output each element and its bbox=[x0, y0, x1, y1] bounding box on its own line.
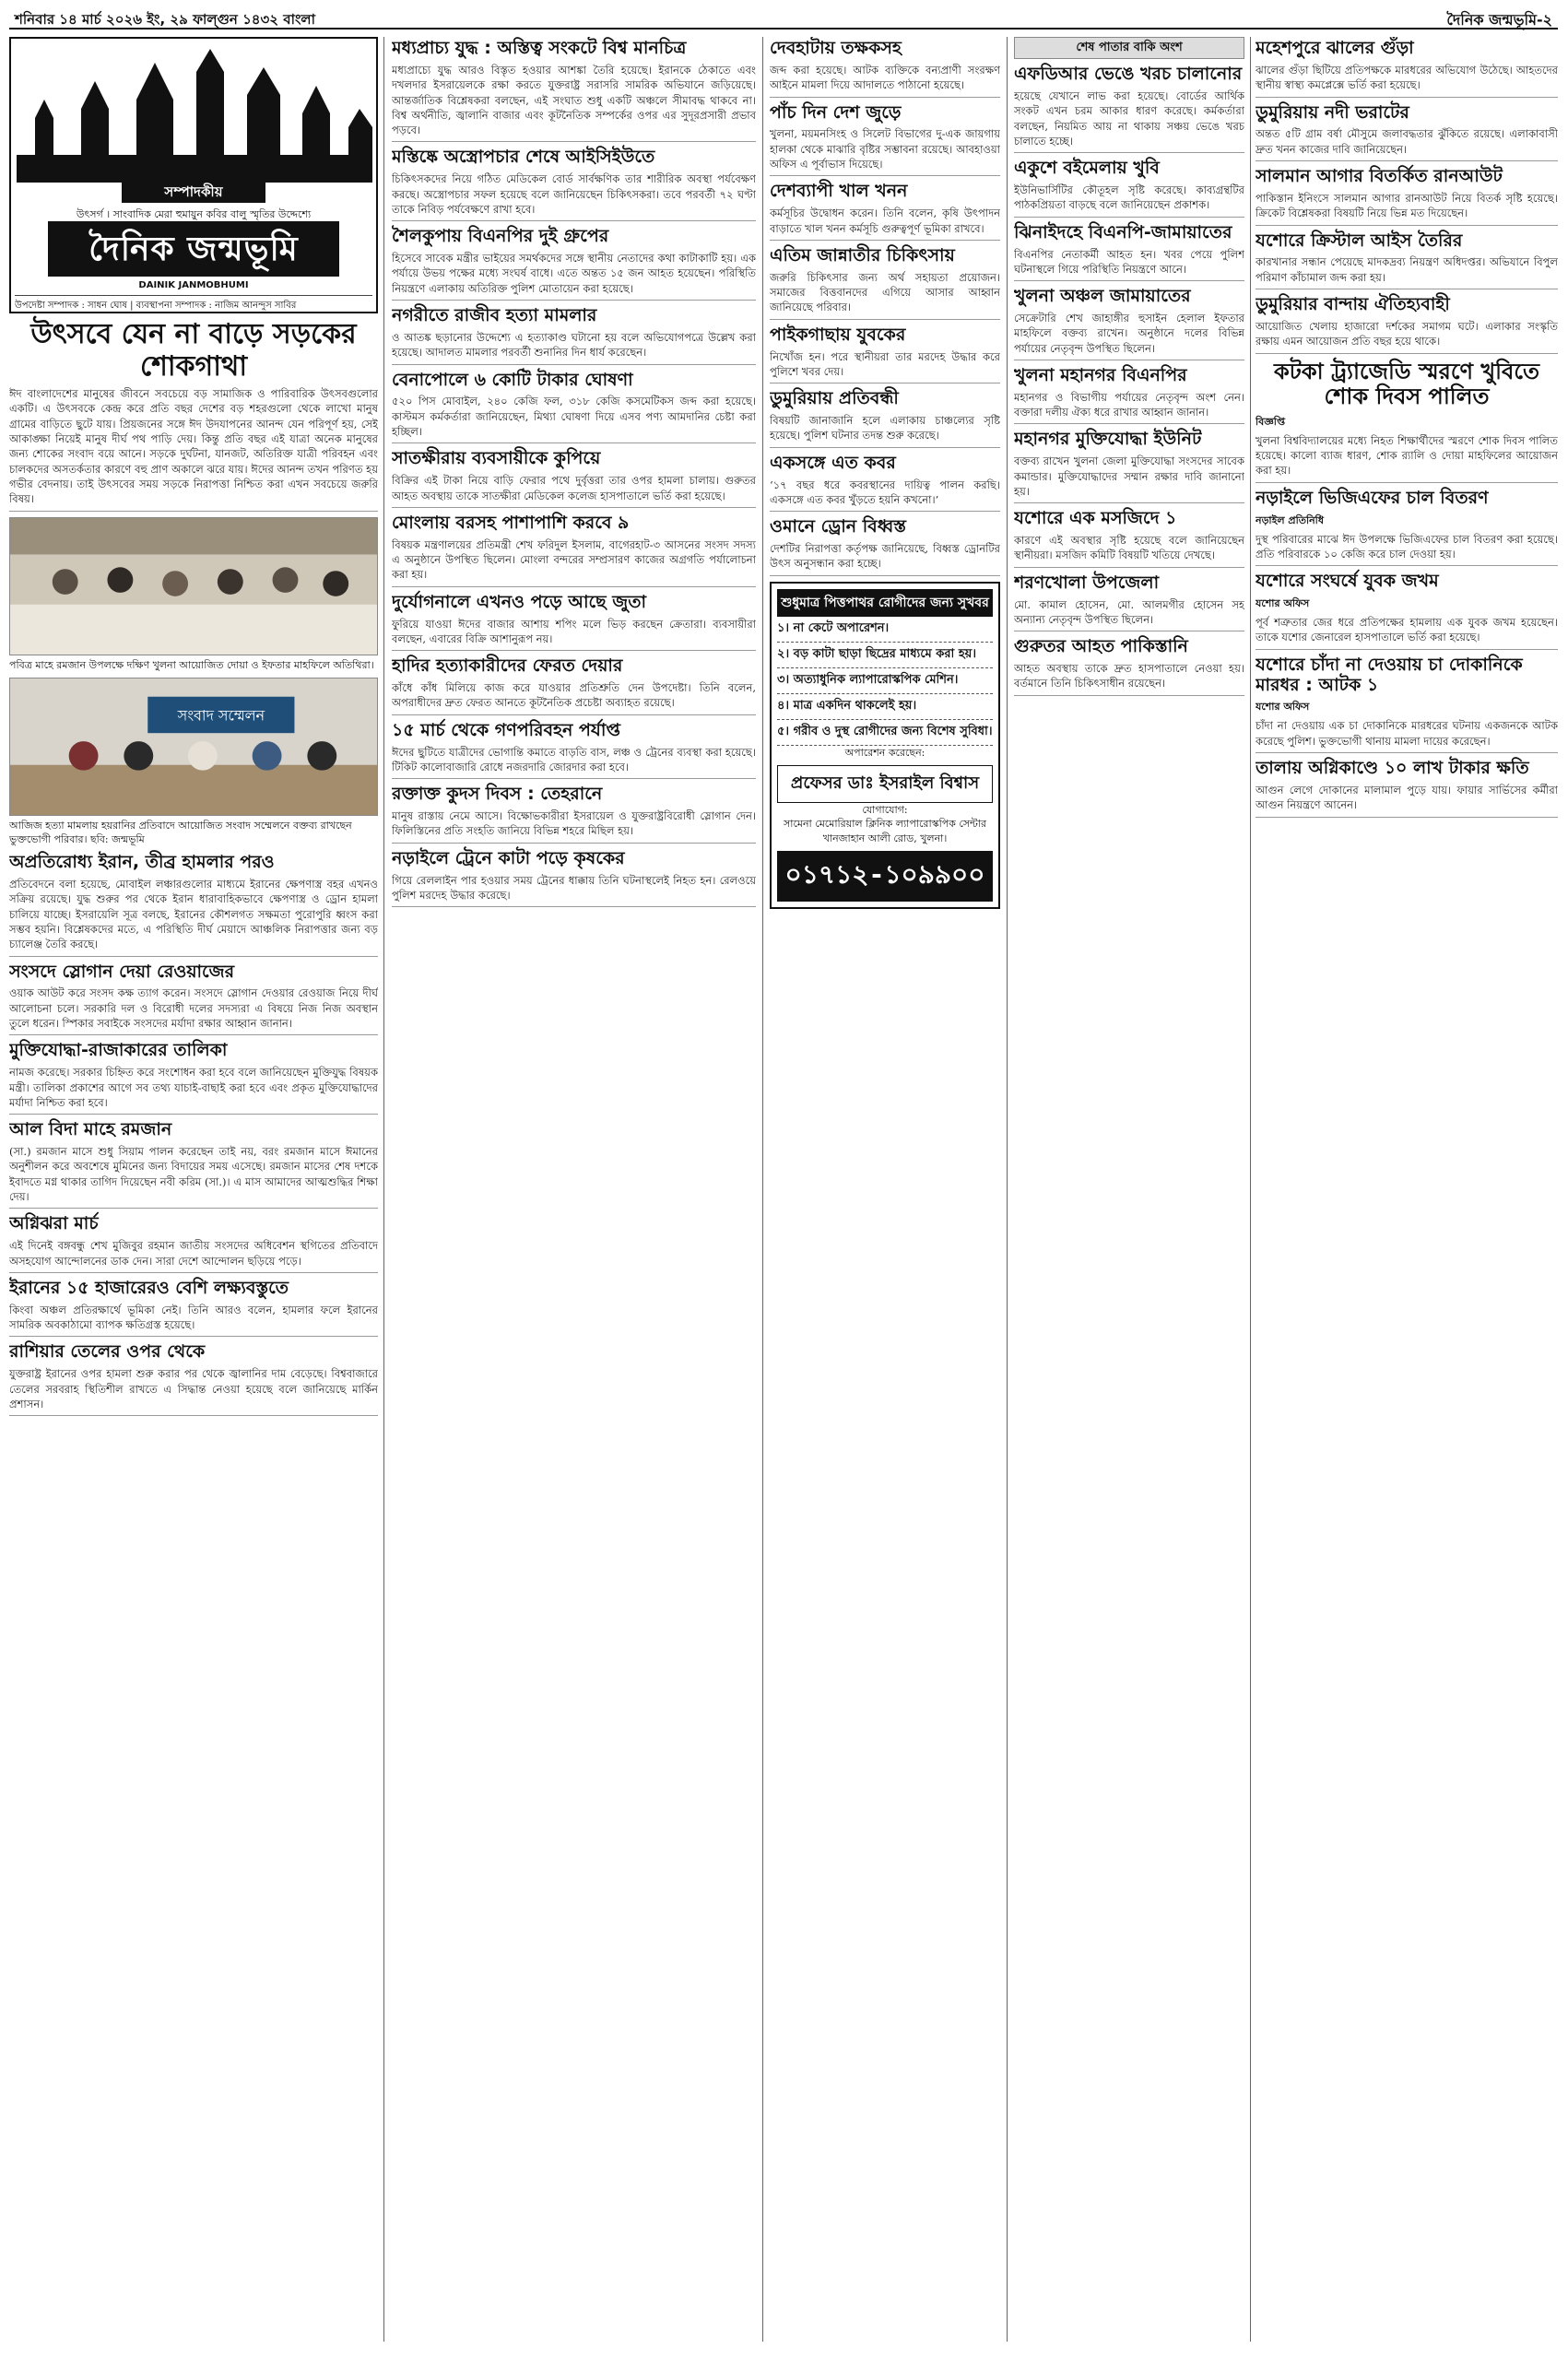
issue-date: শনিবার ১৪ মার্চ ২০২৬ ইং, ২৯ ফাল্গুন ১৪৩২ বাংলা bbox=[15, 11, 315, 28]
article bbox=[392, 449, 756, 508]
article-byline: বিজ্ঞপ্তি bbox=[1256, 415, 1285, 428]
article-body: কারণে এই অবস্থার সৃষ্টি হয়েছে বলে জানিয়েছেন স্থানীয়রা। মসজিদ কমিটি বিষয়টি খতিয়ে দেখছে। bbox=[1014, 534, 1244, 562]
ad-feature-list bbox=[777, 617, 993, 746]
article-body: জব্দ করা হয়েছে। আটক ব্যক্তিকে বন্যপ্রাণী সংরক্ষণ আইনে মামলা দিয়ে আদালতে পাঠানো হয়েছে। bbox=[770, 63, 1000, 92]
article-headline: অপ্রতিরোধ্য ইরান, তীব্র হামলার পরও bbox=[9, 852, 275, 873]
ad-contact-label: যোগাযোগ: bbox=[862, 804, 908, 817]
article-editorial bbox=[9, 319, 378, 512]
article bbox=[770, 246, 1000, 320]
editorial-masthead bbox=[9, 37, 378, 313]
article-headline: অগ্নিঝরা মার্চ bbox=[9, 1213, 99, 1234]
article-body: কিংবা অঞ্চল প্রতিরক্ষার্থে ভূমিকা নেই। তিনি আরও বলেন, হামলার ফলে ইরানের সামরিক অবকাঠামো ব্যাপক ক্ষতিগ্রস্ত হয়েছে। bbox=[9, 1303, 378, 1332]
article bbox=[9, 1279, 378, 1338]
article-headline: রাশিয়ার তেলের ওপর থেকে bbox=[9, 1341, 206, 1363]
article-headline: যশোরে চাঁদা না দেওয়ায় চা দোকানিকে মারধর : আটক ১ bbox=[1256, 654, 1523, 695]
article-body: মানুষ রাস্তায় নেমে আসে। বিক্ষোভকারীরা ইসরায়েল ও যুক্তরাষ্ট্রবিরোধী স্লোগান দেন। ফিলিস্তিনের প্রতি সংহতি জানিয়ে বিভিন্ন শহরে মিছিল হয়। bbox=[392, 809, 756, 838]
article-body: ‘১৭ বছর ধরে কবরস্থানের দায়িত্ব পালন করছি। একসঙ্গে এত কবর খুঁড়তে হয়নি কখনো।’ bbox=[770, 478, 1000, 506]
article bbox=[1014, 366, 1244, 425]
article-body: মধ্যপ্রাচ্যে যুদ্ধ আরও বিস্তৃত হওয়ার আশঙ্কা তৈরি হয়েছে। ইরানকে ঠেকাতে এবং দখলদার ইসরায়েলকে রক্ষা করতে যুক্তরাষ্ট্র সরাসরি সামরিক অভিযানে জড়িয়েছে। আন্তর্জাতিক বিশ্লেষকরা বলছেন, এই সংঘাত শুধু একটি অঞ্চলে সীমাবদ্ধ থাকবে না। বিশ্ব অর্থনীতি, জ্বালানি বাজার এবং কূটনৈতিক সম্পর্কের ওপর এর সুদূরপ্রসারী প্রভাব পড়বে। bbox=[392, 63, 756, 137]
article bbox=[1256, 360, 1558, 483]
article-body: আগুন লেগে দোকানের মালামাল পুড়ে যায়। ফায়ার সার্ভিসের কর্মীরা আগুন নিয়ন্ত্রণে আনেন। bbox=[1256, 783, 1558, 812]
article-body: দেশটির নিরাপত্তা কর্তৃপক্ষ জানিয়েছে, বিধ্বস্ত ড্রোনটির উৎস অনুসন্ধান করা হচ্ছে। bbox=[770, 542, 1000, 571]
article-body: হয়েছে যেখানে লাভ করা হয়েছে। বোর্ডের আর্থিক সংকট এখন চরম আকার ধারণ করেছে। কর্মকর্তারা বলছেন, নিয়মিত আয় না থাকায় সঞ্চয় ভেঙে খরচ চালাতে হচ্ছে। bbox=[1014, 88, 1244, 148]
staff-line: উপদেষ্টা সম্পাদক : সাধন ঘোষ | ব্যবস্থাপনা সম্পাদক : নাজিম আনন্দুস সাবির bbox=[15, 295, 372, 314]
article bbox=[1256, 655, 1558, 753]
article bbox=[1256, 103, 1558, 162]
article-headline: শরণখোলা উপজেলা bbox=[1014, 572, 1160, 593]
article-headline: হাদির হত্যাকারীদের ফেরত দেয়ার bbox=[392, 655, 623, 677]
article bbox=[9, 1342, 378, 1416]
article-body: পাকিস্তান ইনিংসে সালমান আগার রানআউট নিয়ে বিতর্ক সৃষ্টি হয়েছে। ক্রিকেট বিশ্লেষকরা বিষয়টি নিয়ে ভিন্ন মত দিয়েছেন। bbox=[1256, 191, 1558, 220]
article-headline: সালমান আগার বিতর্কিত রানআউট bbox=[1256, 166, 1503, 186]
article-headline: নগরীতে রাজীব হত্যা মামলার bbox=[392, 305, 597, 326]
article bbox=[1256, 295, 1558, 354]
article-headline: দেবহাটায় তক্ষকসহ bbox=[770, 38, 902, 58]
article bbox=[1014, 223, 1244, 282]
temple-silhouette-icon bbox=[17, 44, 372, 183]
article-headline: মস্তিষ্কে অস্ত্রোপচার শেষে আইসিইউতে bbox=[392, 147, 655, 168]
photo-caption: আজিজ হত্যা মামলায় হয়রানির প্রতিবাদে আয়োজিত সংবাদ সম্মেলনে বক্তব্য রাখছেন ভুক্তভোগী পরিবার। ছবি: জন্মভূমি bbox=[9, 820, 352, 846]
article-headline: ইরানের ১৫ হাজারেরও বেশি লক্ষ্যবস্তুতে bbox=[9, 1277, 289, 1298]
article-headline: এফডিআর ভেঙে খরচ চালানোর bbox=[1014, 64, 1243, 84]
article bbox=[392, 849, 756, 908]
article bbox=[9, 1120, 378, 1209]
article bbox=[1256, 231, 1558, 290]
news-photo bbox=[9, 517, 378, 655]
article-headline: দেশব্যাপী খাল খনন bbox=[770, 181, 908, 202]
article-headline: রক্তাক্ত কুদস দিবস : তেহরানে bbox=[392, 784, 603, 805]
article-body: আয়োজিত খেলায় হাজারো দর্শকের সমাগম ঘটে। এলাকার সংস্কৃতি রক্ষায় এমন আয়োজন প্রতি বছর হয়ে থাকে। bbox=[1256, 319, 1558, 348]
article-body: হিসেবে সাবেক মন্ত্রীর ভাইয়ের সমর্থকদের সঙ্গে স্থানীয় নেতাদের কথা কাটাকাটি হয়। এক পর্যায়ে উভয় পক্ষের মধ্যে সংঘর্ষ বাধে। এতে অন্তত ১৫ জন আহত হয়েছেন। পরিস্থিতি নিয়ন্ত্রণে এলাকায় অতিরিক্ত পুলিশ মোতায়েন করা হয়েছে। bbox=[392, 252, 756, 295]
article-body: ওয়াক আউট করে সংসদ কক্ষ ত্যাগ করেন। সংসদে স্লোগান দেওয়ার রেওয়াজ নিয়ে দীর্ঘ আলোচনা চলে। সরকারি দল ও বিরোধী দলের সদস্যরা এ বিষয়ে নিজ নিজ অবস্থান তুলে ধরেন। স্পিকার সবাইকে সংসদের মর্যাদা রক্ষার আহ্বান জানান। bbox=[9, 986, 378, 1031]
clinic-advertisement bbox=[770, 582, 1000, 910]
column-rule bbox=[383, 37, 384, 2342]
article-headline: যশোরে এক মসজিদে ১ bbox=[1014, 508, 1177, 529]
article-body: ৫২০ পিস মোবাইল, ২৪০ কেজি ফল, ৩১৮ কেজি কসমেটিকস জব্দ করা হয়েছে। কাস্টমস কর্মকর্তারা জানিয়েছেন, মিথ্যা ঘোষণা দিয়ে এসব পণ্য আমদানির চেষ্টা করা হচ্ছিল। bbox=[392, 395, 756, 439]
article bbox=[1014, 65, 1244, 153]
article-headline: পাঁচ দিন দেশ জুড়ে bbox=[770, 101, 902, 123]
article-headline: মহেশপুরে ঝালের গুঁড়া bbox=[1256, 38, 1414, 58]
article bbox=[1014, 573, 1244, 632]
editorial-banner: সম্পাদকীয় bbox=[122, 181, 265, 203]
article bbox=[9, 1041, 378, 1115]
article-headline: ডুমুরিয়ায় নদী ভরাটের bbox=[1256, 101, 1409, 123]
article-body: ঝালের গুঁড়া ছিটিয়ে প্রতিপক্ষকে মারধরের অভিযোগ উঠেছে। আহতদের স্থানীয় স্বাস্থ্য কমপ্লেক্সে ভর্তি করা হয়েছে। bbox=[1256, 63, 1558, 92]
article-body: জরুরি চিকিৎসার জন্য অর্থ সহায়তা প্রয়োজন। সমাজের বিত্তবানদের এগিয়ে আসার আহ্বান জানিয়েছে পরিবার। bbox=[770, 270, 1000, 314]
article-headline: সাতক্ষীরায় ব্যবসায়ীকে কুপিয়ে bbox=[392, 448, 601, 469]
article-headline: উৎসবে যেন না বাড়ে সড়কের শোকগাথা bbox=[30, 318, 357, 383]
article-body: বক্তব্য রাখেন খুলনা জেলা মুক্তিযোদ্ধা সংসদের সাবেক কমান্ডার। মুক্তিযোদ্ধাদের সম্মান রক্ষার দাবি জানানো হয়। bbox=[1014, 454, 1244, 498]
press-conference-photo-icon bbox=[10, 678, 377, 815]
article-body: বিষয়টি জানাজানি হলে এলাকায় চাঞ্চল্যের সৃষ্টি হয়েছে। পুলিশ ঘটনার তদন্ত শুরু করেছে। bbox=[770, 414, 1000, 442]
article-headline: গুরুতর আহত পাকিস্তানি bbox=[1014, 636, 1188, 657]
article-body: (সা.) রমজান মাসে শুধু সিয়াম পালন করেছেন তাই নয়, বরং রমজান মাসে ঈমানের অনুশীলন করে অবশেষে মুমিনের জন্য বিদায়ের সময় এসেছে। রমজান মাসের শেষ দশকে ইবাদতে মগ্ন থাকার তাগিদ দিয়েছেন নবী করিম (সা.)। এ মাস আমাদের আত্মশুদ্ধির শিক্ষা দেয়। bbox=[9, 1145, 378, 1204]
article-headline: একুশে বইমেলায় খুবি bbox=[1014, 158, 1160, 179]
article-body: ফুরিয়ে যাওয়া ঈদের বাজার আশায় শপিং মলে ভিড় করছেন ক্রেতারা। ব্যবসায়ীরা বলছেন, এবারের বিক্রি আশানুরূপ নয়। bbox=[392, 617, 756, 645]
article bbox=[392, 148, 756, 221]
article bbox=[392, 39, 756, 142]
article-headline: নড়াইলে ভিজিএফের চাল বিতরণ bbox=[1256, 487, 1489, 508]
article-headline: শৈলকুপায় বিএনপির দুই গ্রুপের bbox=[392, 226, 609, 247]
article bbox=[1014, 637, 1244, 696]
page-header bbox=[9, 6, 1558, 30]
article-headline: এতিম জান্নাতীর চিকিৎসায় bbox=[770, 244, 955, 266]
article-headline: কটকা ট্র্যাজেডি স্মরণে খুবিতে শোক দিবস পালিত bbox=[1273, 358, 1540, 410]
article-headline: পাইকগাছায় যুবকের bbox=[770, 324, 906, 345]
article-headline: আল বিদা মাহে রমজান bbox=[9, 1119, 172, 1140]
ad-feature-item: ২। বড় কাটা ছাড়া ছিদ্রের মাধ্যমে করা হয়। bbox=[777, 643, 993, 668]
article-headline: ডুমুরিয়ার বান্দায় ঐতিহ্যবাহী bbox=[1256, 294, 1450, 314]
ad-address: খানজাহান আলী রোড, খুলনা। bbox=[822, 832, 948, 844]
article-body: সেক্রেটারি শেখ জাহাঙ্গীর হুসাইন হেলাল ইফতার মাহফিলে বক্তব্য রাখেন। অনুষ্ঠানে দলের বিভিন্ন পর্যায়ের নেতৃবৃন্দ উপস্থিত ছিলেন। bbox=[1014, 312, 1244, 355]
ad-feature-item: ৫। গরীব ও দুস্থ রোগীদের জন্য বিশেষ সুবিধা। bbox=[777, 720, 993, 746]
article-body: চাঁদা না দেওয়ায় এক চা দোকানিকে মারধরের ঘটনায় একজনকে আটক করেছে পুলিশ। ভুক্তভোগী থানায় মামলা দায়ের করেছেন। bbox=[1256, 719, 1558, 748]
article bbox=[1014, 430, 1244, 503]
article-body: মো. কামাল হোসেন, মো. আলমগীর হোসেন সহ অন্যান্য নেতৃবৃন্দ উপস্থিত ছিলেন। bbox=[1014, 597, 1244, 626]
article-headline: বেনাপোলে ৬ কোটি টাকার ঘোষণা bbox=[392, 369, 633, 390]
column-2 bbox=[392, 37, 756, 2342]
column-rule bbox=[762, 37, 763, 2342]
dedication-line: উৎসর্গ । সাংবাদিক মেরা হুমায়ুন কবির বালু স্মৃতির উদ্দেশ্যে bbox=[76, 208, 312, 220]
article bbox=[392, 593, 756, 652]
article bbox=[392, 306, 756, 365]
article bbox=[1014, 509, 1244, 568]
article-body: অন্তত ৫টি গ্রাম বর্ষা মৌসুমে জলাবদ্ধতার ঝুঁকিতে রয়েছে। এলাকাবাসী দ্রুত খনন কাজের দাবি জানিয়েছেন। bbox=[1256, 127, 1558, 156]
article-byline: যশোর অফিস bbox=[1256, 597, 1310, 610]
temple-silhouette-icon bbox=[17, 44, 372, 183]
photo-caption: পবিত্র মাহে রমজান উপলক্ষে দক্ষিণ খুলনা আয়োজিত দোয়া ও ইফতার মাহফিলে অতিথিরা। bbox=[9, 658, 374, 671]
article bbox=[1256, 167, 1558, 226]
article bbox=[392, 513, 756, 587]
article-body: বিষয়ক মন্ত্রণালয়ের প্রতিমন্ত্রী শেখ ফরিদুল ইসলাম, বাগেরহাট-৩ আসনের সংসদ সদস্য এ অনুষ্ঠানে উপস্থিত ছিলেন। মোংলা বন্দরের সম্প্রসারণ কাজের অগ্রগতি পর্যালোচনা করা হয়। bbox=[392, 537, 756, 582]
article bbox=[392, 656, 756, 715]
article bbox=[1256, 759, 1558, 818]
article-headline: নড়াইলে ট্রেনে কাটা পড়ে কৃষকের bbox=[392, 847, 625, 868]
section-header: শেষ পাতার বাকি অংশ bbox=[1014, 37, 1244, 59]
article bbox=[770, 325, 1000, 384]
article-body: ঈদ বাংলাদেশের মানুষের জীবনে সবচেয়ে বড় সামাজিক ও পারিবারিক উৎসবগুলোর একটি। এ উৎসবকে কেন্দ্র করে প্রতি বছর দেশের বড় শহরগুলো থেকে লাখো মানুষ গ্রামের বাড়িতে ছুটে যায়। প্রিয়জনের সঙ্গে ঈদ উদযাপনের আনন্দ যেন পরিপূর্ণ হয়, সেই আকাঙ্ক্ষা নিয়েই মানুষ দীর্ঘ পথ পাড়ি দেয়। কিন্তু প্রতি বছর এই যাত্রা অনেক মানুষের জন্য শোকের সংবাদ বয়ে আনে। সড়কে দুর্ঘটনা, যানজট, অতিরিক্ত যাত্রী পরিবহন এবং চালকদের অসতর্কতার কারণে বহু প্রাণ অকালে ঝরে যায়। ঈদের আনন্দ তখন পরিণত হয় গভীর বেদনায়। তাই উৎসবের সময় সড়কে নিরাপত্তা নিশ্চিত করা এখন সবচেয়ে জরুরি বিষয়। bbox=[9, 387, 378, 506]
article-body: কারখানার সন্ধান পেয়েছে মাদকদ্রব্য নিয়ন্ত্রণ অধিদপ্তর। অভিযানে বিপুল পরিমাণ কাঁচামাল জব্দ করা হয়। bbox=[1256, 255, 1558, 284]
article bbox=[770, 39, 1000, 98]
column-3 bbox=[770, 37, 1000, 2342]
article-headline: ডুমুরিয়ায় প্রতিবন্ধী bbox=[770, 388, 899, 409]
article-headline: সংসদে স্লোগান দেয়া রেওয়াজের bbox=[9, 961, 235, 982]
article bbox=[9, 853, 378, 956]
article-body: মহানগর ও বিভাগীয় পর্যায়ের নেতৃবৃন্দ অংশ নেন। বক্তারা দলীয় ঐক্য ধরে রাখার আহ্বান জানান। bbox=[1014, 390, 1244, 419]
article-headline: দুর্যোগনালে এখনও পড়ে আছে জুতা bbox=[392, 591, 647, 612]
column-4 bbox=[1014, 37, 1244, 2342]
article-body: বিএনপির নেতাকর্মী আহত হন। খবর পেয়ে পুলিশ ঘটনাস্থলে গিয়ে পরিস্থিতি নিয়ন্ত্রণে আনে। bbox=[1014, 247, 1244, 276]
article bbox=[1256, 572, 1558, 650]
ad-feature-item: ৪। মাত্র একদিন থাকলেই হয়। bbox=[777, 694, 993, 720]
newspaper-logo-english: DAINIK JANMOBHUMI bbox=[138, 280, 249, 290]
ad-title: শুধুমাত্র পিত্তপাথর রোগীদের জন্য সুখবর bbox=[777, 589, 993, 617]
article-headline: যশোরে সংঘর্ষে যুবক জখম bbox=[1256, 571, 1439, 592]
article bbox=[1014, 159, 1244, 218]
article bbox=[770, 182, 1000, 241]
column-1 bbox=[9, 37, 378, 2342]
article bbox=[392, 721, 756, 780]
article-headline: একসঙ্গে এত কবর bbox=[770, 452, 896, 473]
article-body: আহত অবস্থায় তাকে দ্রুত হাসপাতালে নেওয়া হয়। বর্তমানে তিনি চিকিৎসাধীন রয়েছেন। bbox=[1014, 662, 1244, 690]
newspaper-logo: দৈনিক জন্মভূমি bbox=[48, 221, 339, 277]
page-label: দৈনিক জন্মভূমি-২ bbox=[1446, 11, 1552, 29]
article-headline: যশোরে ক্রিস্টাল আইস তৈরির bbox=[1256, 230, 1463, 251]
ad-clinic-name: সামেনা মেমোরিয়াল ক্লিনিক ল্যাপারোস্কপিক সেন্টার bbox=[784, 818, 986, 831]
article-headline: মহানগর মুক্তিযোদ্ধা ইউনিট bbox=[1014, 429, 1202, 450]
article bbox=[392, 371, 756, 444]
column-rule bbox=[1250, 37, 1251, 2342]
ad-phone-number: ০১৭১২-১০৯৯০০ bbox=[777, 851, 993, 902]
newspaper-page bbox=[9, 6, 1558, 2347]
article-headline: তালায় অগ্নিকাণ্ডে ১০ লাখ টাকার ক্ষতি bbox=[1256, 758, 1529, 779]
article-headline: খুলনা অঞ্চল জামায়াতের bbox=[1014, 286, 1191, 307]
article-body: ইউনিভার্সিটির কৌতূহল সৃষ্টি করেছে। কাব্যগ্রন্থটির পাঠকপ্রিয়তা বাড়ছে বলে জানিয়েছেন প্রকাশক। bbox=[1014, 183, 1244, 212]
article-body: কর্মসূচির উদ্বোধন করেন। তিনি বলেন, কৃষি উৎপাদন বাড়াতে খাল খনন কর্মসূচি গুরুত্বপূর্ণ ভূমিকা রাখবে। bbox=[770, 206, 1000, 235]
article-headline: ১৫ মার্চ থেকে গণপরিবহন পর্যাপ্ত bbox=[392, 719, 620, 740]
article-headline: ঝিনাইদহে বিএনপি-জামায়াতের bbox=[1014, 221, 1232, 242]
ad-feature-item: ৩। অত্যাধুনিক ল্যাপারোস্কপিক মেশিন। bbox=[777, 668, 993, 694]
article bbox=[9, 962, 378, 1036]
ad-doctor-name: প্রফেসর ডাঃ ইসরাইল বিশ্বাস bbox=[777, 765, 993, 803]
article bbox=[392, 785, 756, 844]
article-body: বিক্রির এই টাকা নিয়ে বাড়ি ফেরার পথে দুর্বৃত্তরা তার ওপর হামলা চালায়। গুরুতর আহত অবস্থায় তাকে সাতক্ষীরা মেডিকেল কলেজ হাসপাতালে ভর্তি করা হয়েছে। bbox=[392, 474, 756, 502]
article-body: খুলনা, ময়মনসিংহ ও সিলেট বিভাগের দু-এক জায়গায় হালকা থেকে মাঝারি বৃষ্টির সম্ভাবনা রয়েছে। আবহাওয়া অফিস এ পূর্বাভাস দিয়েছে। bbox=[770, 127, 1000, 171]
article-body: পূর্ব শত্রুতার জের ধরে প্রতিপক্ষের হামলায় এক যুবক জখম হয়েছেন। তাকে যশোর জেনারেল হাসপাতালে ভর্তি করা হয়েছে। bbox=[1256, 616, 1558, 644]
article bbox=[770, 389, 1000, 448]
article-body: গিয়ে রেললাইন পার হওয়ার সময় ট্রেনের ধাক্কায় তিনি ঘটনাস্থলেই নিহত হন। রেলওয়ে পুলিশ মরদেহ উদ্ধার করেছে। bbox=[392, 873, 756, 902]
article-body: ও আতঙ্ক ছড়ানোর উদ্দেশ্যে এ হত্যাকাণ্ড ঘটানো হয় বলে অভিযোগপত্রে উল্লেখ করা হয়েছে। আদালত মামলার পরবর্তী শুনানির দিন ধার্য করেছেন। bbox=[392, 330, 756, 360]
article bbox=[770, 517, 1000, 576]
article-body: প্রতিবেদনে বলা হয়েছে, মোবাইল লঞ্চারগুলোর মাধ্যমে ইরানের ক্ষেপণাস্ত্র বহর এখনও সক্রিয় রয়েছে। যুদ্ধ শুরুর পর থেকে ইরান ধারাবাহিকভাবে ক্ষেপণাস্ত্র ও ড্রোন হামলা চালিয়ে যাচ্ছে। ইসরায়েলি সূত্র বলছে, ইরানের কৌশলগত সক্ষমতা পুরোপুরি ধ্বংস করা সম্ভব হয়নি। বিশ্লেষকদের মতে, এ পরিস্থিতি দীর্ঘ মেয়াদে আঞ্চলিক নিরাপত্তার জন্য বড় চ্যালেঞ্জ তৈরি করছে। bbox=[9, 878, 378, 951]
article-headline: খুলনা মহানগর বিএনপির bbox=[1014, 364, 1187, 385]
press-conference-banner-text: সংবাদ সম্মেলন bbox=[177, 706, 265, 725]
ad-surgeon-label: অপারেশন করেছেন: bbox=[844, 746, 925, 759]
article-body: চিকিৎসকদের নিয়ে গঠিত মেডিকেল বোর্ড সার্বক্ষণিক তার শারীরিক অবস্থা পর্যবেক্ষণ করছে। অস্ত্রোপচার সফল হয়েছে বলে জানিয়েছেন চিকিৎসকরা। তবে পরবর্তী ৭২ ঘণ্টা তাকে নিবিড় পর্যবেক্ষণে রাখা হবে। bbox=[392, 172, 756, 216]
iftar-photo-icon bbox=[10, 518, 377, 655]
article bbox=[1014, 287, 1244, 360]
ad-feature-item: ১। না কেটে অপারেশন। bbox=[777, 617, 993, 643]
column-rule bbox=[1007, 37, 1008, 2342]
article-byline: নড়াইল প্রতিনিধি bbox=[1256, 513, 1324, 526]
article-headline: মধ্যপ্রাচ্য যুদ্ধ : অস্তিত্ব সংকটে বিশ্ব মানচিত্র bbox=[392, 38, 687, 58]
article-body: নামজ করেছে। সরকার চিহ্নিত করে সংশোধন করা হবে বলে জানিয়েছেন মুক্তিযুদ্ধ বিষয়ক মন্ত্রী। তালিকা প্রকাশের আগে সব তথ্য যাচাই-বাছাই করা হবে এবং প্রকৃত মুক্তিযোদ্ধাদের মর্যাদা নিশ্চিত করা হবে। bbox=[9, 1066, 378, 1109]
article-headline: ওমানে ড্রোন বিধ্বস্ত bbox=[770, 516, 906, 537]
article bbox=[392, 227, 756, 301]
article-body: যুক্তরাষ্ট্র ইরানের ওপর হামলা শুরু করার পর থেকে জ্বালানির দাম বেড়েছে। বিশ্ববাজারে তেলের সরবরাহ স্থিতিশীল রাখতে এ সিদ্ধান্ত নেওয়া হয়েছে বলে জানিয়েছে মার্কিন প্রশাসন। bbox=[9, 1367, 378, 1410]
article-body: এই দিনেই বঙ্গবন্ধু শেখ মুজিবুর রহমান জাতীয় সংসদের অধিবেশন স্থগিতের প্রতিবাদে অসহযোগ আন্দোলনের ডাক দেন। সারা দেশে আন্দোলন ছড়িয়ে পড়ে। bbox=[9, 1239, 378, 1268]
article bbox=[770, 454, 1000, 513]
article-body: ঈদের ছুটিতে যাত্রীদের ভোগান্তি কমাতে বাড়তি বাস, লঞ্চ ও ট্রেনের ব্যবস্থা করা হয়েছে। টিকিট কালোবাজারি রোধে নজরদারি জোরদার করা হবে। bbox=[392, 745, 756, 773]
article-headline: মোংলায় বরসহ পাশাপাশি করবে ৯ bbox=[392, 512, 630, 533]
article-body: খুলনা বিশ্ববিদ্যালয়ের মধ্যে নিহত শিক্ষার্থীদের স্মরণে শোক দিবস পালিত হয়েছে। কালো ব্যাজ ধারণ, শোক র‍্যালি ও দোয়া মাহফিলের আয়োজন করা হয়। bbox=[1256, 433, 1558, 478]
news-photo bbox=[9, 678, 378, 816]
column-5 bbox=[1256, 37, 1558, 2342]
article-body: দুস্থ পরিবারের মাঝে ঈদ উপলক্ষে ভিজিএফের চাল বিতরণ করা হয়েছে। প্রতি পরিবারকে ১০ কেজি করে চাল দেওয়া হয়। bbox=[1256, 532, 1558, 560]
article bbox=[1256, 39, 1558, 98]
article bbox=[770, 103, 1000, 177]
article-body: কাঁধে কাঁধ মিলিয়ে কাজ করে যাওয়ার প্রতিশ্রুতি দেন উপদেষ্টা। তিনি বলেন, অপরাধীদের দ্রুত ফেরত আনতে কূটনৈতিক প্রচেষ্টা অব্যাহত রয়েছে। bbox=[392, 681, 756, 710]
article-byline: যশোর অফিস bbox=[1256, 701, 1310, 714]
article bbox=[1256, 489, 1558, 567]
article-headline: মুক্তিযোদ্ধা-রাজাকারের তালিকা bbox=[9, 1040, 228, 1061]
article-body: নিখোঁজ হন। পরে স্থানীয়রা তার মরদেহ উদ্ধার করে পুলিশে খবর দেয়। bbox=[770, 349, 1000, 378]
article bbox=[9, 1214, 378, 1273]
